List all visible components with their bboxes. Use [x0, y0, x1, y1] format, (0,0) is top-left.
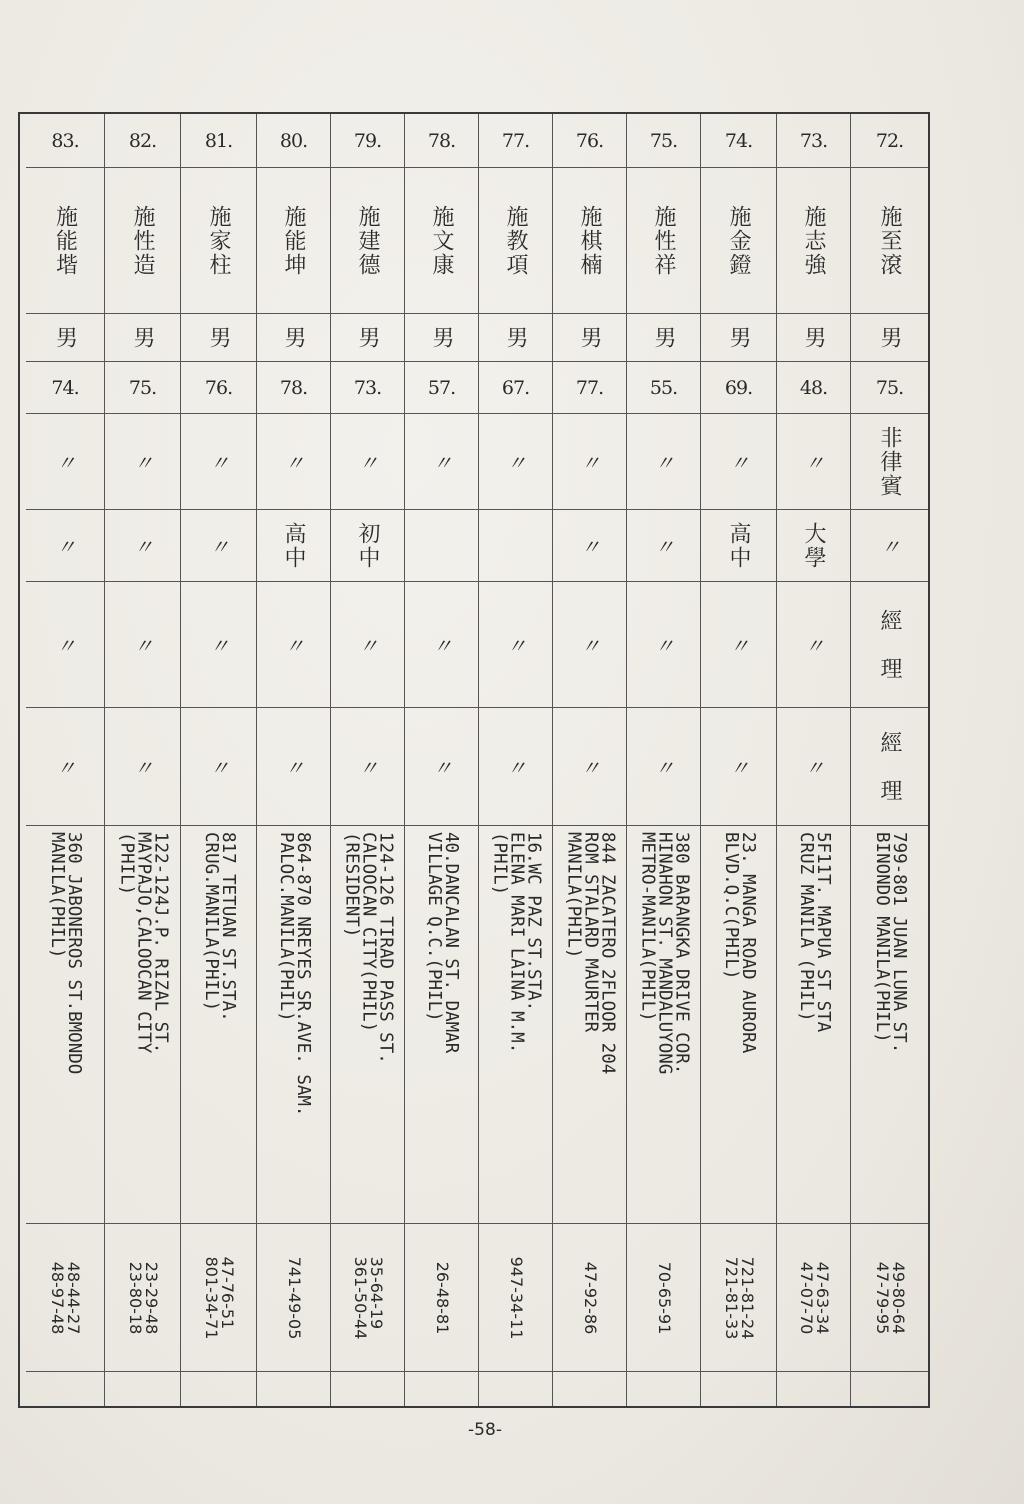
address-cell	[701, 826, 776, 1224]
title-text: 〃	[804, 756, 823, 780]
age-cell	[553, 362, 626, 414]
phone-cell	[181, 1224, 256, 1372]
record-column	[180, 114, 256, 1406]
age-cell	[851, 362, 928, 414]
address-text: 5F11T. MAPUA ST STA CRUZ MANILA (PHIL)	[795, 831, 833, 1032]
nationality-cell	[181, 414, 256, 510]
name-text: 施金鐙	[726, 204, 751, 277]
phone-cell	[26, 1224, 104, 1372]
record-column	[478, 114, 552, 1406]
blank-cell	[553, 1372, 626, 1408]
address-cell	[105, 826, 180, 1224]
no-cell	[405, 114, 478, 168]
education-cell	[701, 510, 776, 582]
nationality-text: 〃	[133, 451, 152, 475]
name-text: 施文康	[429, 204, 454, 277]
page-number: -58-	[468, 1420, 502, 1440]
position-cell	[851, 582, 928, 708]
position-cell	[181, 582, 256, 708]
phone-text: 47-63-34 47-07-70	[796, 1261, 832, 1334]
no-text: 82.	[128, 129, 157, 152]
position-cell	[701, 582, 776, 708]
phone-text: 947-34-11	[506, 1256, 526, 1339]
nationality-text: 〃	[432, 451, 451, 475]
address-cell	[479, 826, 552, 1224]
position-text: 〃	[804, 634, 823, 658]
no-cell	[701, 114, 776, 168]
nationality-text: 〃	[580, 451, 599, 475]
name-cell	[627, 168, 700, 314]
education-cell	[257, 510, 330, 582]
education-text: 〃	[654, 535, 673, 559]
nationality-text: 〃	[804, 451, 823, 475]
position-cell	[553, 582, 626, 708]
name-cell	[479, 168, 552, 314]
position-text: 〃	[358, 634, 377, 658]
name-cell	[257, 168, 330, 314]
title-text: 〃	[133, 756, 152, 780]
position-text: 經 理	[877, 608, 902, 681]
no-cell	[627, 114, 700, 168]
nationality-text: 〃	[56, 451, 74, 475]
no-cell	[257, 114, 330, 168]
age-text: 77.	[575, 376, 604, 399]
record-column	[404, 114, 478, 1406]
address-cell	[777, 826, 850, 1224]
title-cell	[181, 708, 256, 826]
position-cell	[627, 582, 700, 708]
nationality-cell	[105, 414, 180, 510]
education-text: 〃	[56, 535, 74, 559]
no-text: 74.	[724, 129, 753, 152]
education-cell	[26, 510, 104, 582]
no-cell	[777, 114, 850, 168]
title-cell	[26, 708, 104, 826]
name-text: 施家柱	[206, 204, 231, 277]
record-column	[104, 114, 180, 1406]
age-cell	[257, 362, 330, 414]
address-cell	[26, 826, 104, 1224]
sex-cell	[777, 314, 850, 362]
phone-cell	[777, 1224, 850, 1372]
address-cell	[405, 826, 478, 1224]
age-cell	[181, 362, 256, 414]
title-text: 〃	[580, 756, 599, 780]
blank-cell	[181, 1372, 256, 1408]
address-cell	[331, 826, 404, 1224]
name-text: 施至滾	[877, 204, 902, 277]
blank-cell	[331, 1372, 404, 1408]
sex-text: 男	[801, 325, 826, 350]
blank-cell	[777, 1372, 850, 1408]
address-text: 844 ZACATERO 2FLOOR 204 ROM STALARD MAURTER MANILA(PHIL)	[563, 831, 617, 1074]
nationality-cell	[331, 414, 404, 510]
nationality-cell	[777, 414, 850, 510]
name-text: 施性祥	[651, 204, 676, 277]
education-text: 高中	[726, 521, 751, 570]
education-cell	[405, 510, 478, 582]
education-cell	[479, 510, 552, 582]
nationality-text: 〃	[506, 451, 525, 475]
position-cell	[105, 582, 180, 708]
phone-text: 48-44-27 48-97-48	[48, 1261, 83, 1334]
blank-cell	[627, 1372, 700, 1408]
blank-cell	[701, 1372, 776, 1408]
nationality-text: 〃	[654, 451, 673, 475]
no-text: 73.	[799, 129, 828, 152]
education-text: 大學	[801, 521, 826, 570]
title-cell	[627, 708, 700, 826]
record-column	[256, 114, 330, 1406]
no-cell	[553, 114, 626, 168]
name-cell	[105, 168, 180, 314]
age-text: 67.	[501, 376, 530, 399]
sex-text: 男	[877, 325, 902, 350]
position-text: 〃	[654, 634, 673, 658]
age-text: 75.	[128, 376, 157, 399]
phone-text: 49-80-64 47-79-95	[872, 1261, 908, 1334]
record-column	[330, 114, 404, 1406]
name-cell	[331, 168, 404, 314]
address-text: 23. MANGA ROAD AURORA BLVD.Q.C(PHIL)	[720, 831, 758, 1053]
nationality-text: 〃	[358, 451, 377, 475]
education-text: 高中	[281, 521, 306, 570]
sex-cell	[553, 314, 626, 362]
phone-text: 23-29-48 23-80-18	[125, 1261, 161, 1334]
address-cell	[627, 826, 700, 1224]
phone-text: 47-92-86	[580, 1261, 600, 1334]
name-text: 施棋楠	[577, 204, 602, 277]
phone-text: 26-48-81	[432, 1261, 452, 1334]
phone-text: 721-81-24 721-81-33	[721, 1256, 757, 1339]
address-cell	[851, 826, 928, 1224]
phone-cell	[553, 1224, 626, 1372]
sex-cell	[479, 314, 552, 362]
blank-cell	[257, 1372, 330, 1408]
phone-cell	[257, 1224, 330, 1372]
name-text: 施志強	[801, 204, 826, 277]
no-cell	[479, 114, 552, 168]
position-text: 〃	[56, 634, 74, 658]
no-cell	[181, 114, 256, 168]
title-cell	[701, 708, 776, 826]
sex-cell	[851, 314, 928, 362]
phone-cell	[331, 1224, 404, 1372]
title-cell	[331, 708, 404, 826]
sex-text: 男	[577, 325, 602, 350]
title-cell	[553, 708, 626, 826]
nationality-text: 〃	[284, 451, 303, 475]
record-column	[552, 114, 626, 1406]
age-text: 48.	[799, 376, 828, 399]
name-text: 施建德	[355, 204, 380, 277]
blank-cell	[405, 1372, 478, 1408]
age-text: 75.	[875, 376, 904, 399]
nationality-cell	[257, 414, 330, 510]
age-cell	[479, 362, 552, 414]
address-text: 360 JABONEROS ST.BMONDO MANILA(PHIL)	[47, 831, 84, 1074]
phone-cell	[627, 1224, 700, 1372]
phone-text: 35-64-19 361-50-44	[350, 1256, 386, 1339]
address-text: 16.WC PAZ ST.STA. ELENA MARI LAINA M.M. (PHIL)	[489, 831, 543, 1053]
title-cell	[257, 708, 330, 826]
blank-cell	[105, 1372, 180, 1408]
education-cell	[553, 510, 626, 582]
age-text: 74.	[51, 376, 79, 399]
age-text: 78.	[279, 376, 308, 399]
sex-cell	[701, 314, 776, 362]
phone-text: 741-49-05	[284, 1256, 304, 1339]
nationality-cell	[851, 414, 928, 510]
blank-cell	[851, 1372, 928, 1408]
position-cell	[777, 582, 850, 708]
no-text: 79.	[353, 129, 382, 152]
name-text: 施能堦	[52, 204, 78, 277]
nationality-text: 非律賓	[877, 425, 902, 498]
position-cell	[26, 582, 104, 708]
education-cell	[331, 510, 404, 582]
sex-text: 男	[726, 325, 751, 350]
age-cell	[105, 362, 180, 414]
title-cell	[777, 708, 850, 826]
education-text: 〃	[880, 535, 899, 559]
address-text: 124-126 TIRAD PASS ST. CALOOCAN CITY(PHIL) (RESIDENT)	[341, 831, 395, 1064]
age-cell	[331, 362, 404, 414]
age-cell	[405, 362, 478, 414]
sex-text: 男	[429, 325, 454, 350]
education-cell	[851, 510, 928, 582]
age-text: 73.	[353, 376, 382, 399]
name-text: 施能坤	[281, 204, 306, 277]
nationality-cell	[701, 414, 776, 510]
title-text: 〃	[284, 756, 303, 780]
title-text: 〃	[729, 756, 748, 780]
sex-cell	[181, 314, 256, 362]
nationality-cell	[479, 414, 552, 510]
no-cell	[851, 114, 928, 168]
position-cell	[479, 582, 552, 708]
position-text: 〃	[729, 634, 748, 658]
education-cell	[777, 510, 850, 582]
record-column	[776, 114, 850, 1406]
name-cell	[553, 168, 626, 314]
sex-text: 男	[503, 325, 528, 350]
position-text: 〃	[432, 634, 451, 658]
no-cell	[26, 114, 104, 168]
title-cell	[105, 708, 180, 826]
record-column	[850, 114, 928, 1406]
position-text: 〃	[580, 634, 599, 658]
sex-text: 男	[130, 325, 155, 350]
name-cell	[181, 168, 256, 314]
position-text: 〃	[209, 634, 228, 658]
address-cell	[257, 826, 330, 1224]
phone-text: 70-65-91	[654, 1261, 674, 1334]
no-text: 77.	[501, 129, 530, 152]
record-column	[626, 114, 700, 1406]
address-text: 799-801 JUAN LUNA ST. BINONDO MANILA(PHIL)	[871, 831, 909, 1053]
sex-cell	[627, 314, 700, 362]
title-text: 〃	[654, 756, 673, 780]
phone-cell	[851, 1224, 928, 1372]
education-text: 初中	[355, 521, 380, 570]
no-text: 83.	[51, 129, 79, 152]
address-text: 380 BARANGKA DRIVE COR. HINAHON ST. MANDALUYONG METRO-MANILA(PHIL)	[637, 831, 691, 1074]
education-cell	[627, 510, 700, 582]
position-text: 〃	[284, 634, 303, 658]
address-text: 864-870 NREYES SR.AVE. SAM. PALOC.MANILA(PHIL)	[275, 831, 313, 1116]
nationality-cell	[26, 414, 104, 510]
blank-cell	[479, 1372, 552, 1408]
title-text: 〃	[506, 756, 525, 780]
age-cell	[777, 362, 850, 414]
no-text: 81.	[204, 129, 233, 152]
phone-cell	[701, 1224, 776, 1372]
nationality-cell	[405, 414, 478, 510]
nationality-cell	[627, 414, 700, 510]
age-cell	[701, 362, 776, 414]
title-text: 經 理	[877, 730, 902, 803]
nationality-cell	[553, 414, 626, 510]
title-text: 〃	[432, 756, 451, 780]
no-text: 75.	[649, 129, 678, 152]
position-text: 〃	[506, 634, 525, 658]
age-text: 69.	[724, 376, 753, 399]
title-text: 〃	[209, 756, 228, 780]
no-text: 80.	[279, 129, 308, 152]
no-text: 72.	[875, 129, 904, 152]
name-text: 施教項	[503, 204, 528, 277]
name-cell	[26, 168, 104, 314]
address-text: 40.DANCALAN ST. DAMAR VILLAGE Q.C.(PHIL)	[423, 831, 461, 1053]
age-cell	[26, 362, 104, 414]
education-text: 〃	[580, 535, 599, 559]
position-text: 〃	[133, 634, 152, 658]
sex-text: 男	[651, 325, 676, 350]
sex-cell	[105, 314, 180, 362]
age-text: 55.	[649, 376, 678, 399]
no-cell	[105, 114, 180, 168]
address-text: 817 TETUAN ST.STA. CRUG.MANILA(PHIL)	[200, 831, 238, 1022]
sex-text: 男	[206, 325, 231, 350]
address-cell	[181, 826, 256, 1224]
age-text: 76.	[204, 376, 233, 399]
sex-text: 男	[355, 325, 380, 350]
title-text: 〃	[56, 756, 74, 780]
education-text: 〃	[209, 535, 228, 559]
record-column	[700, 114, 776, 1406]
sex-cell	[257, 314, 330, 362]
title-cell	[479, 708, 552, 826]
name-cell	[777, 168, 850, 314]
position-cell	[405, 582, 478, 708]
phone-cell	[479, 1224, 552, 1372]
position-cell	[257, 582, 330, 708]
name-text: 施性造	[130, 204, 155, 277]
phone-text: 47-76-51 801-34-71	[201, 1256, 237, 1339]
education-text: 〃	[133, 535, 152, 559]
no-cell	[331, 114, 404, 168]
phone-cell	[105, 1224, 180, 1372]
age-text: 57.	[427, 376, 456, 399]
title-cell	[405, 708, 478, 826]
sex-text: 男	[52, 325, 78, 350]
blank-cell	[26, 1372, 104, 1408]
phone-cell	[405, 1224, 478, 1372]
no-text: 78.	[427, 129, 456, 152]
member-table	[18, 112, 930, 1408]
education-cell	[181, 510, 256, 582]
education-cell	[105, 510, 180, 582]
no-text: 76.	[575, 129, 604, 152]
title-cell	[851, 708, 928, 826]
sex-cell	[331, 314, 404, 362]
sex-cell	[405, 314, 478, 362]
nationality-text: 〃	[729, 451, 748, 475]
nationality-text: 〃	[209, 451, 228, 475]
address-cell	[553, 826, 626, 1224]
address-text: 122-124J.P. RIZAL ST. MAYPAJO,CALOOCAN CITY (PHIL)	[116, 831, 170, 1053]
position-cell	[331, 582, 404, 708]
title-text: 〃	[358, 756, 377, 780]
name-cell	[701, 168, 776, 314]
record-column	[26, 114, 104, 1406]
age-cell	[627, 362, 700, 414]
sex-text: 男	[281, 325, 306, 350]
name-cell	[851, 168, 928, 314]
name-cell	[405, 168, 478, 314]
sex-cell	[26, 314, 104, 362]
